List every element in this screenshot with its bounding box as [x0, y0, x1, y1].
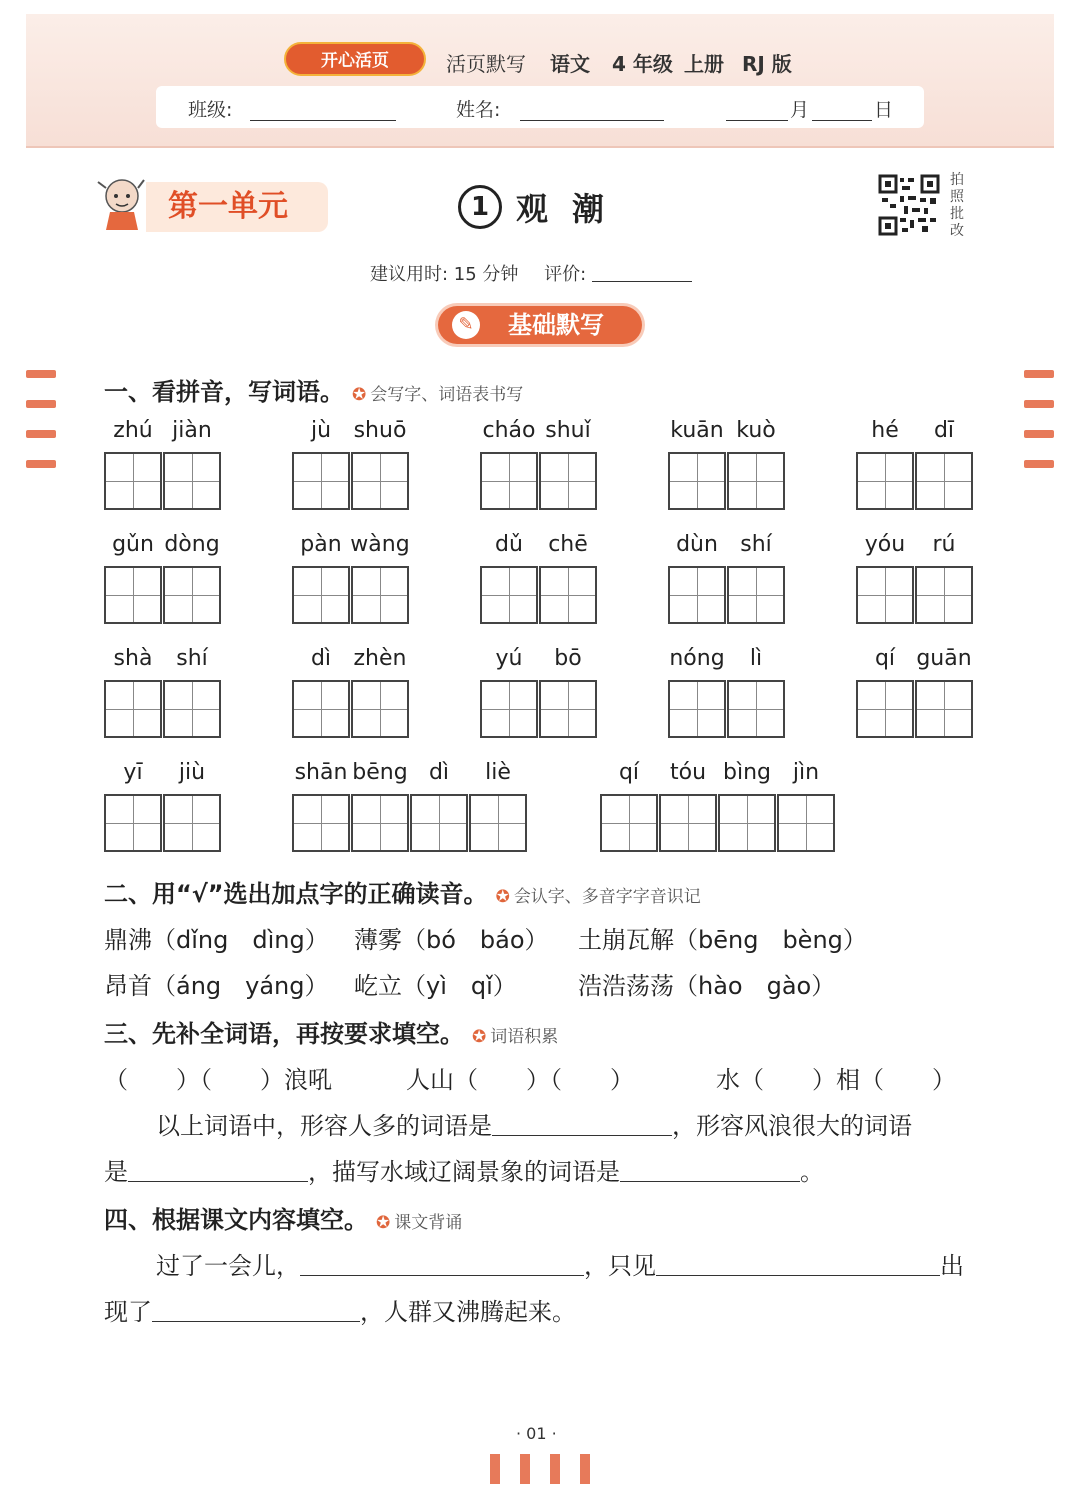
writing-grid-box[interactable] [469, 794, 527, 852]
question-1-note: ✪ 会写字、词语表书写 [352, 385, 524, 405]
pinyin-syllable: dòng [164, 532, 220, 557]
section-title: 基础默写 [508, 311, 604, 339]
sentence-text: 现了 [104, 1298, 152, 1326]
student-info-bar [156, 86, 924, 128]
pinyin-syllable: shān [294, 760, 348, 785]
suggested-time [370, 260, 692, 286]
subject-label: 语文 [550, 52, 590, 76]
pinyin-syllable: shuǐ [545, 418, 591, 443]
pinyin-syllable: dǔ [495, 532, 523, 557]
question-4-title [104, 1200, 462, 1235]
sentence-text: ，人群又沸腾起来。 [360, 1298, 576, 1326]
writing-grid-box[interactable] [915, 566, 973, 624]
side-mark [26, 430, 56, 438]
footer-bar [490, 1454, 500, 1484]
idiom-blank[interactable]: 人山（ ）（ ） [406, 1066, 634, 1094]
brand-logo: 开心活页 [284, 42, 426, 76]
pinyin-syllable: lì [749, 646, 763, 671]
reading-option[interactable]: 屹立（yì qǐ） [354, 972, 517, 1000]
pinyin-syllable: dì [310, 646, 332, 671]
sentence-text: 出 [940, 1252, 964, 1280]
pinyin-syllable: yī [123, 760, 143, 785]
writing-grid-box[interactable] [718, 794, 776, 852]
fill-sentence [104, 1292, 576, 1327]
section-title-pill [438, 306, 642, 344]
writing-grid-box[interactable] [351, 680, 409, 738]
day-field[interactable] [812, 120, 872, 121]
pinyin-syllable: bēng [352, 760, 408, 785]
pinyin-syllable: qí [874, 646, 896, 671]
writing-grid-box[interactable] [163, 794, 221, 852]
writing-grid-box[interactable] [163, 452, 221, 510]
pinyin-syllable: zhèn [353, 646, 407, 671]
reading-option[interactable]: 鼎沸（dǐng dìng） [104, 926, 329, 954]
writing-grid-box[interactable] [292, 680, 350, 738]
writing-grid-box[interactable] [727, 680, 785, 738]
pinyin-syllable: kuān [670, 418, 724, 443]
pinyin-syllable: zhú [113, 418, 153, 443]
writing-grid-box[interactable] [351, 566, 409, 624]
pinyin-syllable: cháo [482, 418, 536, 443]
footer-bar [550, 1454, 560, 1484]
question-3-title [104, 1014, 558, 1049]
reading-option[interactable]: 土崩瓦解（bēng bèng） [578, 926, 867, 954]
sentence-text: 以上词语中，形容人多的词语是 [156, 1112, 492, 1140]
pinyin-syllable: jìn [792, 760, 820, 785]
pinyin-syllable: hé [871, 418, 899, 443]
writing-grid-box[interactable] [915, 680, 973, 738]
rating-label: 评价: [544, 264, 587, 285]
question-2-text: 二、用“√”选出加点字的正确读音。 [104, 880, 488, 908]
writing-grid-box[interactable] [915, 452, 973, 510]
pinyin-syllable: shà [113, 646, 153, 671]
writing-grid-box[interactable] [480, 452, 538, 510]
idiom-blank[interactable]: （ ）（ ）浪吼 [104, 1066, 332, 1094]
writing-grid-box[interactable] [856, 452, 914, 510]
writing-grid-box[interactable] [539, 452, 597, 510]
answer-blank[interactable] [620, 1181, 800, 1182]
writing-grid-box[interactable] [104, 566, 162, 624]
time-label: 建议用时: 15 分钟 [370, 264, 519, 285]
unit-banner [92, 170, 328, 236]
writing-grid-box[interactable] [163, 566, 221, 624]
fill-sentence [156, 1106, 912, 1141]
fill-sentence [104, 1152, 824, 1187]
sentence-text: ，描写水域辽阔景象的词语是 [308, 1158, 620, 1186]
pen-icon: ✎ [452, 311, 480, 339]
pinyin-syllable: dùn [676, 532, 718, 557]
writing-grid-box[interactable] [727, 452, 785, 510]
pinyin-syllable: kuò [736, 418, 776, 443]
writing-grid-box[interactable] [351, 452, 409, 510]
pinyin-syllable: pàn [300, 532, 342, 557]
sentence-text: 。 [800, 1158, 824, 1186]
writing-grid-box[interactable] [668, 566, 726, 624]
pinyin-syllable: rú [932, 532, 956, 557]
lesson-title: 观潮 [516, 190, 629, 228]
worksheet-page [26, 14, 1054, 1469]
month-label: 月 [790, 99, 810, 121]
pinyin-syllable: liè [485, 760, 511, 785]
question-3-text: 三、先补全词语，再按要求填空。 [104, 1020, 464, 1048]
pinyin-syllable: dì [428, 760, 450, 785]
series-label: 活页默写 [446, 52, 526, 76]
pinyin-syllable: jiàn [172, 418, 212, 443]
page-number: · 01 · [516, 1424, 557, 1443]
pinyin-syllable: tóu [669, 760, 707, 785]
edition-label: RJ 版 [742, 52, 792, 76]
pinyin-syllable: jù [310, 418, 332, 443]
writing-grid-box[interactable] [668, 680, 726, 738]
pinyin-syllable: shí [740, 532, 772, 557]
answer-blank[interactable] [492, 1135, 672, 1136]
pinyin-syllable: nóng [669, 646, 725, 671]
writing-grid-box[interactable] [410, 794, 468, 852]
question-4-note-text: 课文背诵 [394, 1213, 463, 1233]
pinyin-syllable: yóu [864, 532, 906, 557]
question-1-title [104, 372, 523, 407]
side-mark [1024, 430, 1054, 438]
writing-grid-box[interactable] [351, 794, 409, 852]
lesson-number: 1 [458, 185, 502, 229]
answer-blank[interactable] [300, 1275, 584, 1276]
question-1-note-text: 会写字、词语表书写 [370, 385, 524, 405]
question-4-note: ✪ 课文背诵 [376, 1213, 463, 1233]
writing-grid-box[interactable] [292, 794, 350, 852]
writing-grid-box[interactable] [600, 794, 658, 852]
pinyin-syllable: dī [933, 418, 955, 443]
qr-caption: 拍照批改 [950, 172, 964, 239]
writing-grid-box[interactable] [856, 680, 914, 738]
grade-label: 4 年级 [612, 52, 673, 76]
unit-label: 第一单元 [146, 182, 328, 232]
question-1-text: 一、看拼音，写词语。 [104, 378, 344, 406]
pinyin-syllable: guān [916, 646, 972, 671]
writing-grid-box[interactable] [163, 680, 221, 738]
sentence-text: 是 [104, 1158, 128, 1186]
writing-grid-box[interactable] [727, 566, 785, 624]
pinyin-syllable: gǔn [112, 532, 154, 557]
term-label: 上册 [684, 52, 724, 76]
pinyin-syllable: bō [554, 646, 582, 671]
pinyin-syllable: shuō [353, 418, 407, 443]
writing-grid-box[interactable] [480, 680, 538, 738]
writing-grid-box[interactable] [777, 794, 835, 852]
header-band [26, 14, 1054, 148]
lesson-heading [458, 184, 628, 230]
side-mark [26, 400, 56, 408]
question-2-note: ✪ 会认字、多音字字音识记 [495, 887, 701, 907]
fill-sentence [156, 1246, 964, 1281]
side-mark [1024, 460, 1054, 468]
writing-grid-box[interactable] [856, 566, 914, 624]
pinyin-syllable: qí [618, 760, 640, 785]
question-2-note-text: 会认字、多音字字音识记 [513, 887, 701, 907]
pinyin-syllable: jiù [178, 760, 206, 785]
writing-grid-box[interactable] [292, 452, 350, 510]
rating-field[interactable] [592, 281, 692, 282]
sentence-text: ，形容风浪很大的词语 [672, 1112, 912, 1140]
day-label: 日 [874, 99, 894, 121]
writing-grid-box[interactable] [104, 794, 162, 852]
writing-grid-box[interactable] [292, 566, 350, 624]
side-mark [1024, 400, 1054, 408]
class-field[interactable] [250, 120, 396, 121]
writing-grid-box[interactable] [668, 452, 726, 510]
sentence-text: ，只见 [584, 1252, 656, 1280]
writing-grid-box[interactable] [480, 566, 538, 624]
writing-grid-box[interactable] [539, 566, 597, 624]
footer-bar [580, 1454, 590, 1484]
writing-grid-box[interactable] [539, 680, 597, 738]
mascot-icon [92, 174, 152, 232]
name-field[interactable] [520, 120, 664, 121]
pinyin-syllable: wàng [350, 532, 410, 557]
side-mark [1024, 370, 1054, 378]
writing-grid-box[interactable] [659, 794, 717, 852]
pinyin-syllable: chē [548, 532, 588, 557]
answer-blank[interactable] [152, 1321, 360, 1322]
question-3-note-text: 词语积累 [490, 1027, 559, 1047]
answer-blank[interactable] [656, 1275, 940, 1276]
footer-bar [520, 1454, 530, 1484]
question-4-text: 四、根据课文内容填空。 [104, 1206, 368, 1234]
side-mark [26, 460, 56, 468]
pinyin-syllable: shí [176, 646, 208, 671]
idiom-blank[interactable]: 水（ ）相（ ） [716, 1066, 956, 1094]
sentence-text: 过了一会儿， [156, 1252, 300, 1280]
qr-code-icon[interactable] [878, 174, 940, 236]
pinyin-syllable: yú [495, 646, 523, 671]
reading-option[interactable]: 昂首（áng yáng） [104, 972, 329, 1000]
writing-grid-box[interactable] [104, 452, 162, 510]
reading-option[interactable]: 浩浩荡荡（hào gào） [578, 972, 836, 1000]
answer-blank[interactable] [128, 1181, 308, 1182]
reading-option[interactable]: 薄雾（bó báo） [354, 926, 549, 954]
name-label: 姓名: [456, 99, 501, 121]
pinyin-syllable: bìng [723, 760, 771, 785]
question-2-title [104, 874, 701, 909]
writing-grid-box[interactable] [104, 680, 162, 738]
question-3-note: ✪ 词语积累 [472, 1027, 559, 1047]
side-mark [26, 370, 56, 378]
class-label: 班级: [188, 99, 233, 121]
month-field[interactable] [726, 120, 788, 121]
